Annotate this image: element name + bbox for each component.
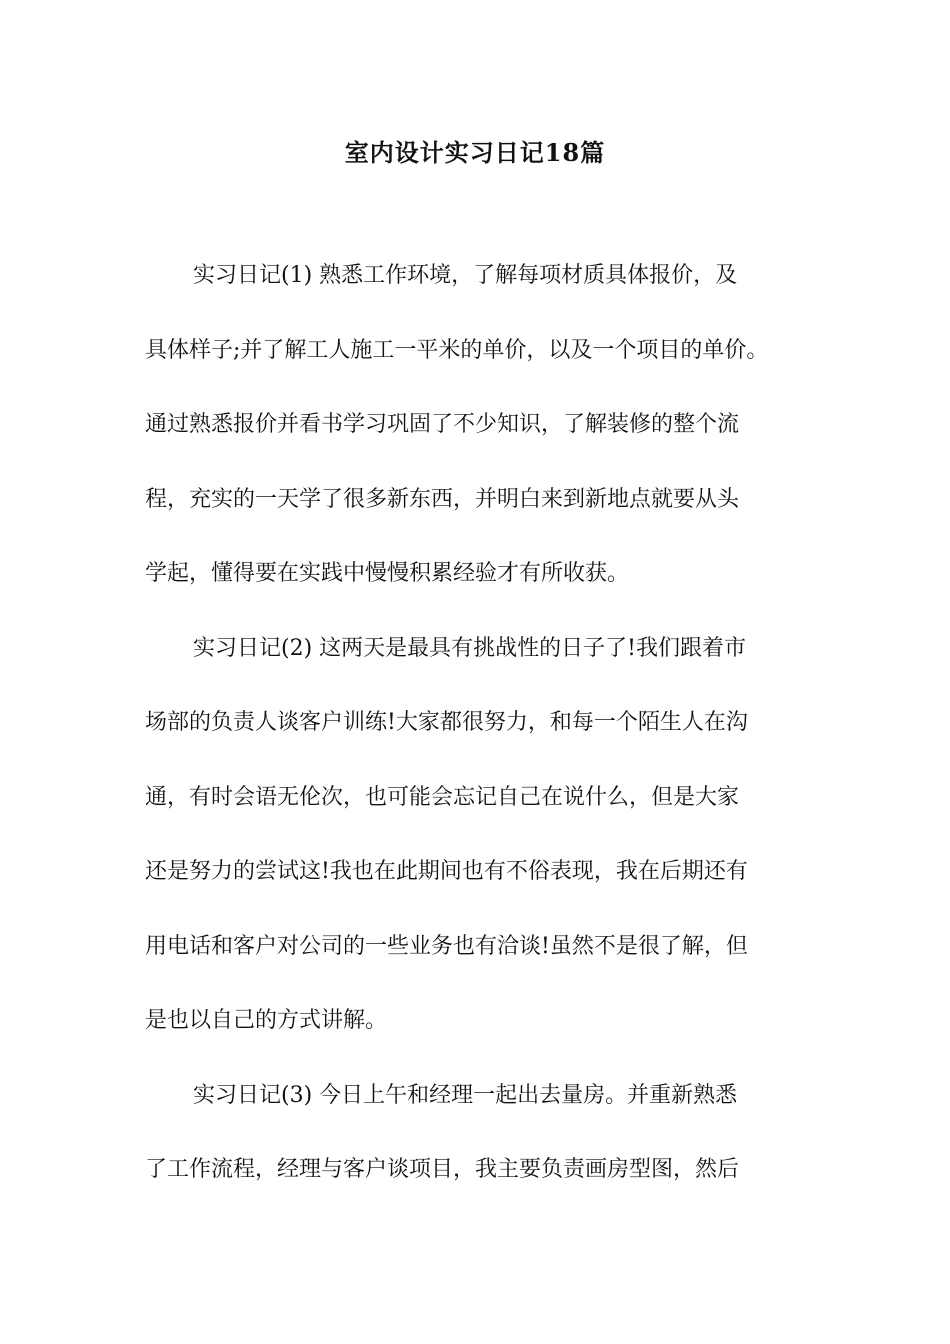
paragraph-1-line-1: 实习日记(1) 熟悉工作环境，了解每项材质具体报价，及 xyxy=(193,263,738,288)
paragraph-1-line-4: 程，充实的一天学了很多新东西，并明白来到新地点就要从头 xyxy=(145,487,740,512)
document-title: 室内设计实习日记18篇 xyxy=(344,138,606,167)
paragraph-1-line-3: 通过熟悉报价并看书学习巩固了不少知识，了解装修的整个流 xyxy=(145,412,740,437)
paragraph-2-line-2: 场部的负责人谈客户训练!大家都很努力，和每一个陌生人在沟 xyxy=(145,710,748,735)
paragraph-1-line-5: 学起，懂得要在实践中慢慢积累经验才有所收获。 xyxy=(145,561,630,586)
paragraph-3-line-1: 实习日记(3) 今日上午和经理一起出去量房。并重新熟悉 xyxy=(193,1083,738,1108)
paragraph-2-line-5: 用电话和客户对公司的一些业务也有洽谈!虽然不是很了解，但 xyxy=(145,934,748,959)
paragraph-2-line-3: 通，有时会语无伦次，也可能会忘记自己在说什么，但是大家 xyxy=(145,785,740,810)
paragraph-3-line-2: 了工作流程，经理与客户谈项目，我主要负责画房型图，然后 xyxy=(145,1157,740,1182)
paragraph-2-line-1: 实习日记(2) 这两天是最具有挑战性的日子了!我们跟着市 xyxy=(193,636,746,661)
paragraph-2-line-6: 是也以自己的方式讲解。 xyxy=(145,1008,388,1033)
paragraph-2-line-4: 还是努力的尝试这!我也在此期间也有不俗表现，我在后期还有 xyxy=(145,859,748,884)
paragraph-1-line-2: 具体样子;并了解工人施工一平米的单价，以及一个项目的单价。 xyxy=(145,338,769,363)
